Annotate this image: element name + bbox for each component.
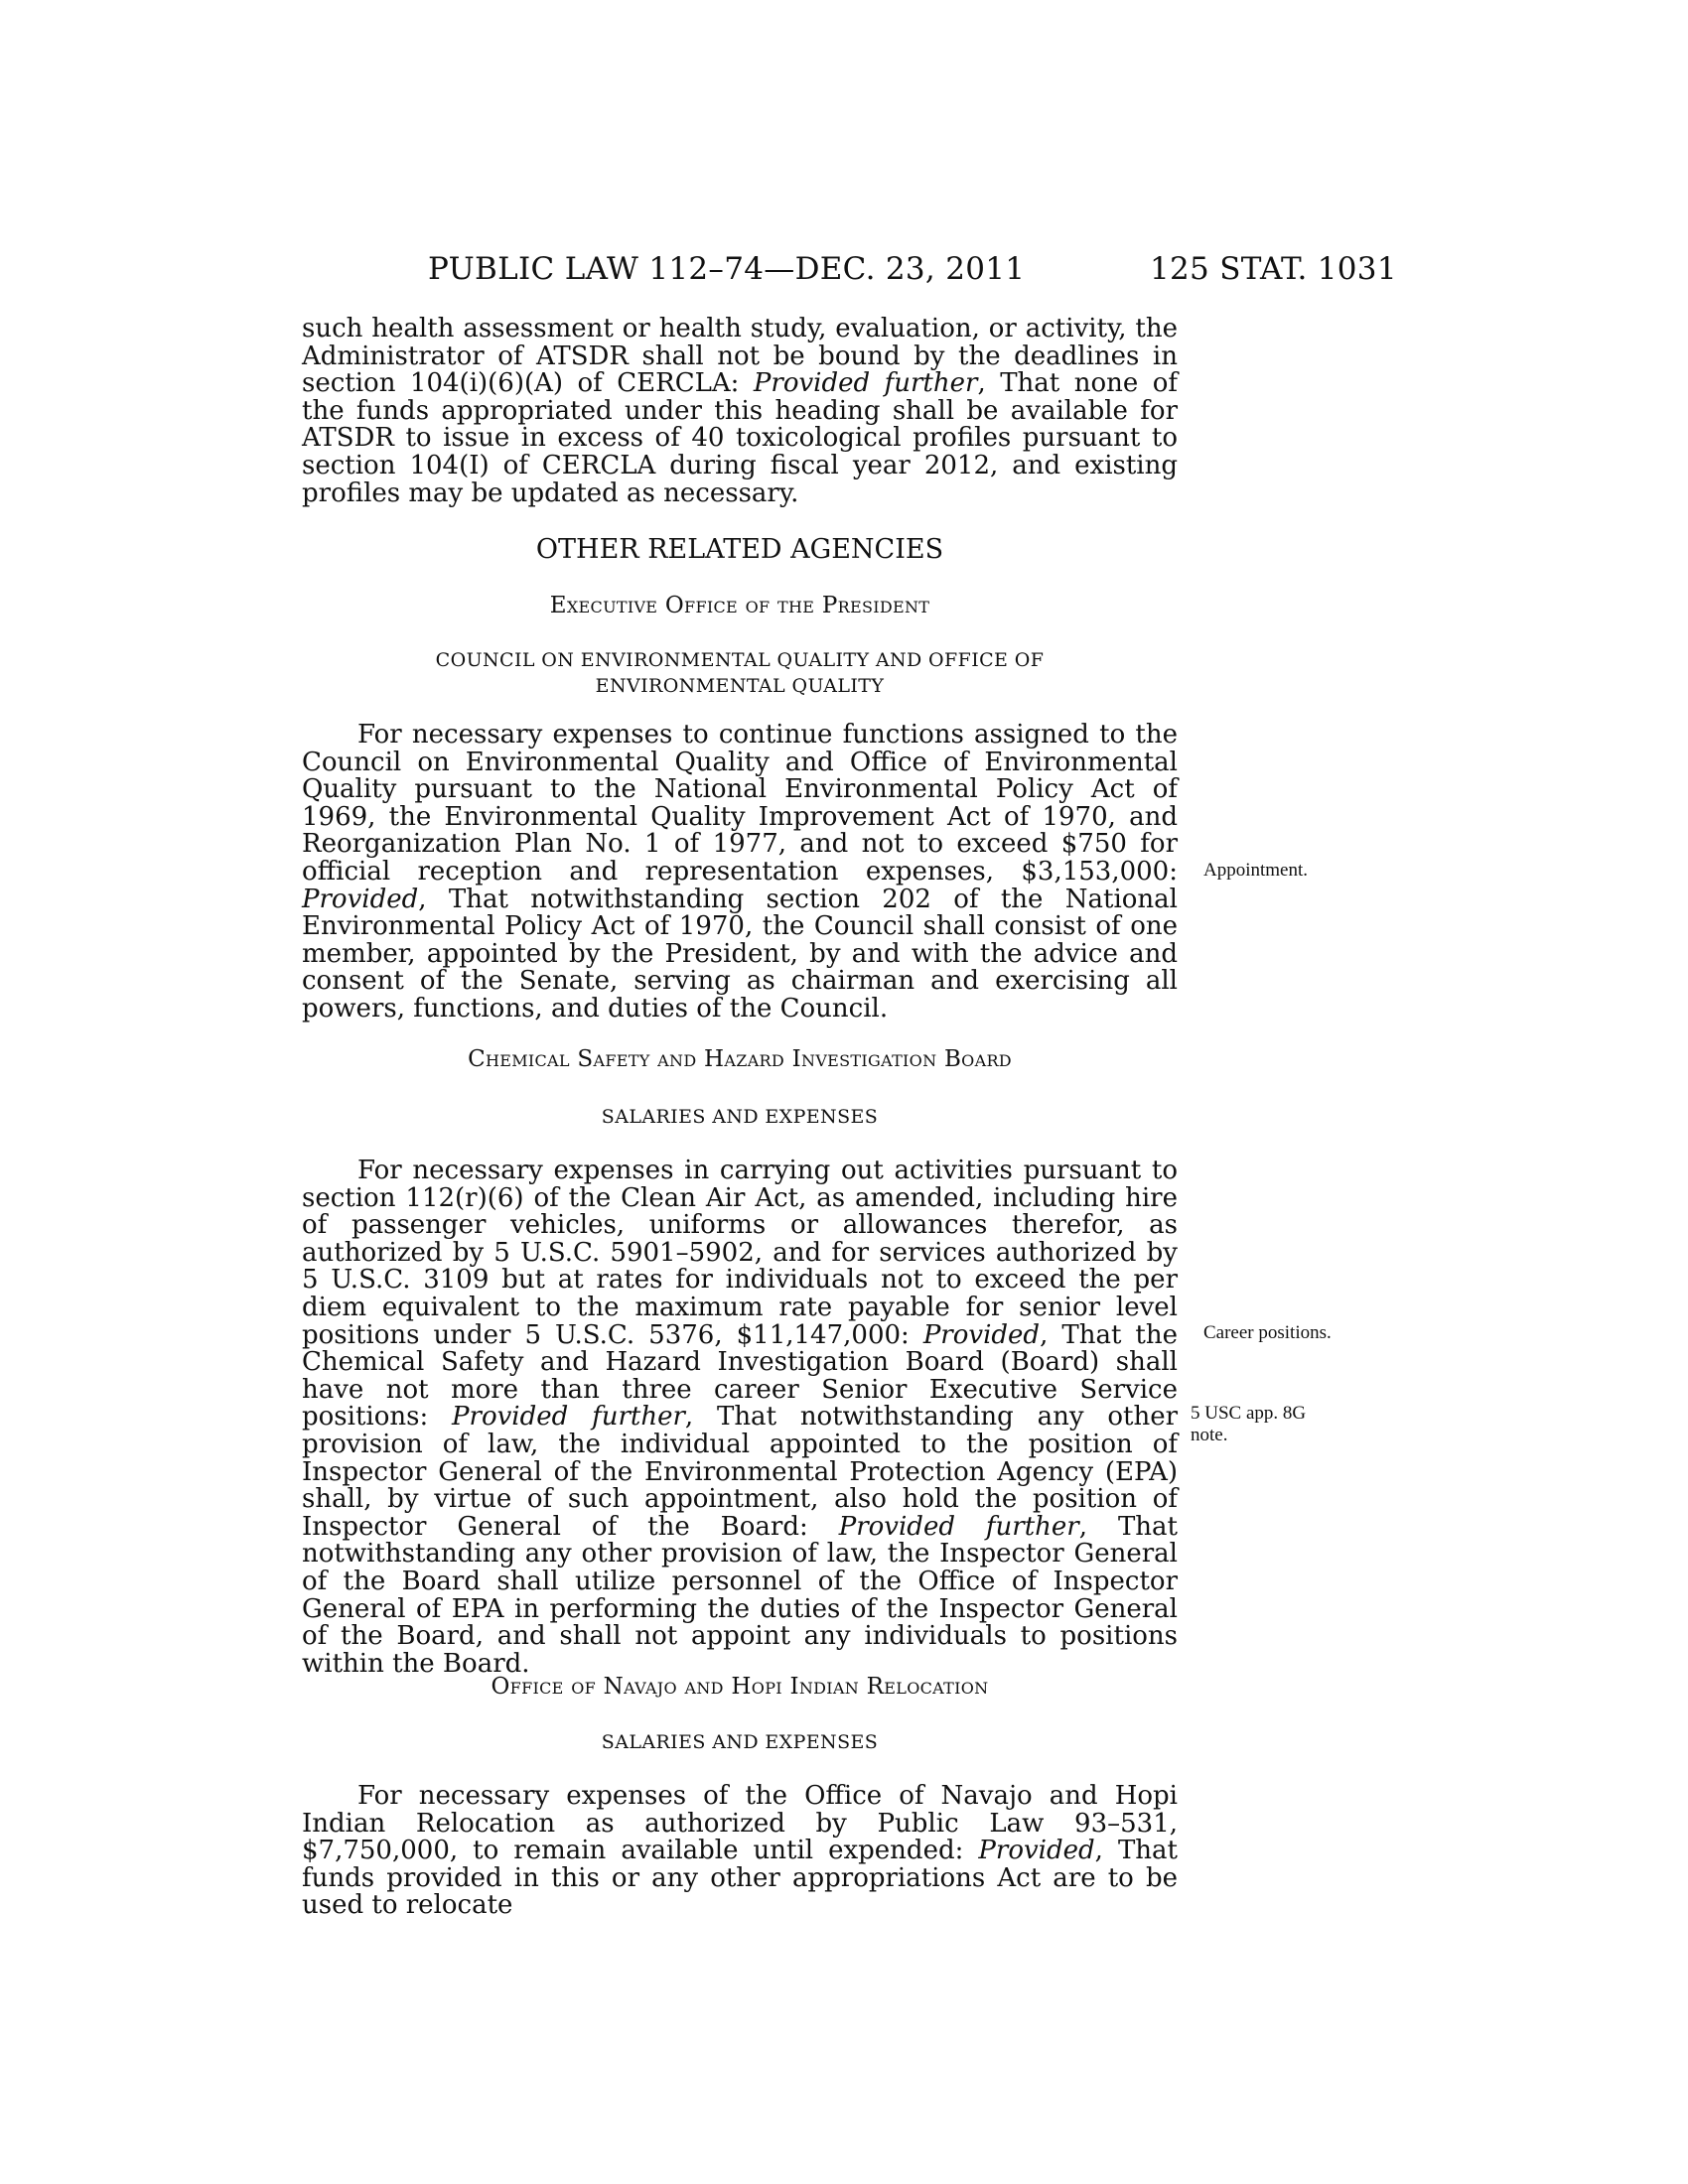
paragraph-ceq-expenses: For necessary expenses to continue functions assigned to the Council on Environmental Quality and Office of Environmental Quality pursuant to the National Environmental Policy Act of 1969, the Environmental Quality Improvement Act of 1970, and Reorganization Plan No. 1 of 1977, and not to exceed $750 for official reception and representation expenses, $3,153,000: Provided, That notwithstanding section 202 of the National Environmental Policy Act of 1970, the Council shall consist of one member, appointed by the President, by and with the advice and consent of the Senate, serving as chairman and exercising all powers, functions, and duties of the Council. bbox=[302, 720, 1178, 1024]
margin-note-usc-reference: 5 USC app. 8G note. bbox=[1191, 1403, 1307, 1445]
heading-chemical-safety-board: Chemical Safety and Hazard Investigation Board bbox=[468, 1046, 1012, 1072]
heading-salaries-expenses-2: SALARIES AND EXPENSES bbox=[601, 1731, 879, 1753]
paragraph-atsdr-continuation: such health assessment or health study, evaluation, or activity, the Administrator of ATSDR shall not be bound by the deadlines in section 104(i)(6)(A) of CERCLA: Provided further, That none of the funds appropriated under this heading shall be available for ATSDR to issue in excess of 40 toxicological profiles pursuant to section 104(I) of CERCLA during fiscal year 2012, and existing profiles may be updated as necessary. bbox=[302, 314, 1178, 508]
heading-other-related-agencies: OTHER RELATED AGENCIES bbox=[535, 534, 944, 565]
heading-navajo-hopi-relocation: Office of Navajo and Hopi Indian Relocation bbox=[491, 1674, 989, 1700]
paragraph-navajo-hopi-expenses: For necessary expenses of the Office of Navajo and Hopi Indian Relocation as authorized by Public Law 93–531, $7,750,000, to remain available until expended: Provided, That funds provided in this or any other appropriations Act are to be used to relocate bbox=[302, 1781, 1178, 1921]
heading-executive-office: Executive Office of the President bbox=[549, 593, 930, 618]
heading-salaries-expenses-1: SALARIES AND EXPENSES bbox=[601, 1106, 879, 1128]
margin-note-appointment: Appointment. bbox=[1203, 860, 1309, 881]
running-header-stat-page: 125 STAT. 1031 bbox=[1150, 251, 1397, 287]
heading-council-environmental-quality: COUNCIL ON ENVIRONMENTAL QUALITY AND OFFICE OF ENVIRONMENTAL QUALITY bbox=[435, 649, 1045, 697]
paragraph-chemical-safety-expenses: For necessary expenses in carrying out activities pursuant to section 112(r)(6) of the Clean Air Act, as amended, including hire of passenger vehicles, uniforms or allowances therefor, as authorized by 5 U.S.C. 5901–5902, and for services authorized by 5 U.S.C. 3109 but at rates for individuals not to exceed the per diem equivalent to the maximum rate payable for senior level positions under 5 U.S.C. 5376, $11,147,000: Provided, That the Chemical Safety and Hazard Investigation Board (Board) shall have not more than three career Senior Executive Service positions: Provided further, That notwithstanding any other provision of law, the individual appointed to the position of Inspector General of the Environmental Protection Agency (EPA) shall, by virtue of such appointment, also hold the position of Inspector General of the Board: Provided further, That notwithstanding any other provision of law, the Inspector General of the Board shall utilize personnel of the Office of Inspector General of EPA in performing the duties of the Inspector General of the Board, and shall not appoint any individuals to positions within the Board. bbox=[302, 1156, 1179, 1679]
margin-note-career-positions: Career positions. bbox=[1203, 1322, 1332, 1343]
running-header-title: PUBLIC LAW 112–74—DEC. 23, 2011 bbox=[428, 251, 1026, 287]
